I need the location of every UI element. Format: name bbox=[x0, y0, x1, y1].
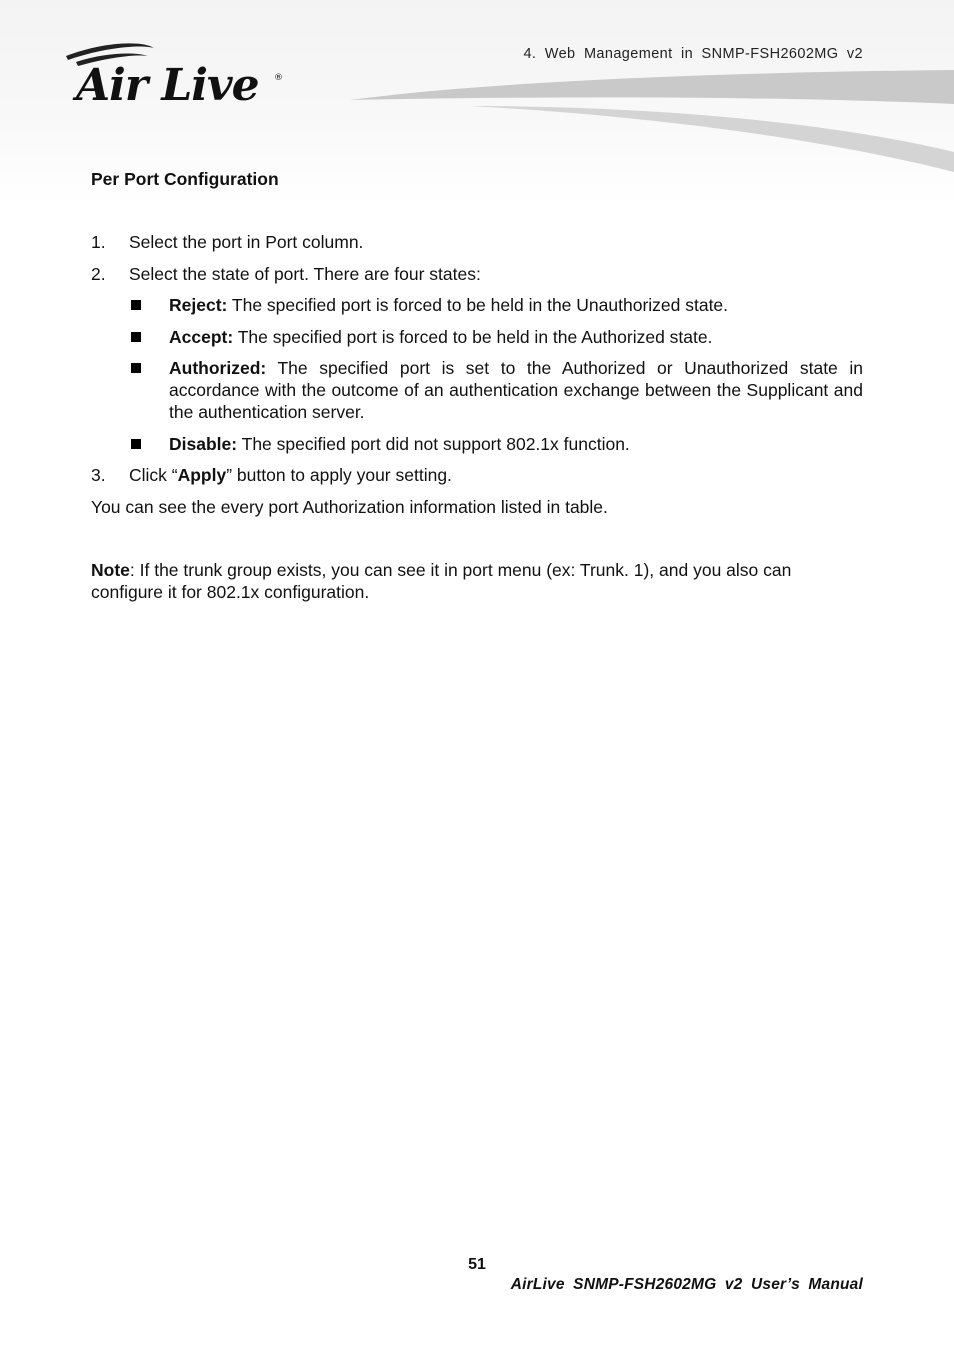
chapter-heading: 4. Web Management in SNMP-FSH2602MG v2 bbox=[523, 46, 863, 62]
step-2 bbox=[91, 263, 863, 285]
square-bullet-icon bbox=[131, 332, 141, 342]
info-paragraph: You can see the every port Authorization information listed in table. bbox=[91, 496, 608, 517]
note-text: : If the trunk group exists, you can see it in port menu (ex: Trunk. 1), and you also can configure it for 802.1x configuration. bbox=[91, 559, 792, 602]
state-list bbox=[129, 294, 863, 455]
section-title: Per Port Configuration bbox=[91, 169, 279, 189]
square-bullet-icon bbox=[131, 363, 141, 373]
state-item-authorized bbox=[129, 357, 863, 423]
step-1 bbox=[91, 231, 863, 253]
step-text bbox=[129, 464, 452, 486]
content-body bbox=[91, 231, 863, 612]
step-3 bbox=[91, 464, 863, 486]
manual-title: AirLive SNMP-FSH2602MG v2 User’s Manual bbox=[510, 1276, 863, 1293]
state-description: The specified port did not support 802.1x function. bbox=[237, 433, 630, 454]
square-bullet-icon bbox=[131, 300, 141, 310]
page-number: 51 bbox=[468, 1256, 486, 1273]
square-bullet-icon bbox=[131, 439, 141, 449]
svg-text:Air Live: Air Live bbox=[76, 60, 259, 106]
apply-keyword: Apply bbox=[177, 465, 227, 485]
note-label: Note bbox=[91, 559, 130, 580]
step-text-prefix: Click “ bbox=[129, 465, 178, 485]
state-description: The specified port is forced to be held in the Authorized state. bbox=[233, 326, 713, 347]
state-label: Disable: bbox=[169, 433, 238, 454]
note-paragraph bbox=[91, 559, 863, 603]
step-text-suffix: ” button to apply your setting. bbox=[226, 465, 452, 485]
state-description: The specified port is forced to be held in the Unauthorized state. bbox=[227, 295, 729, 315]
step-number: 3. bbox=[91, 465, 106, 485]
state-label: Reject: bbox=[169, 295, 228, 315]
step-text: Select the port in Port column. bbox=[129, 232, 364, 252]
state-item-disable bbox=[129, 433, 863, 455]
state-description: The specified port is set to the Authorized or Unauthorized state in accordance with the outcome of an authentication exchange between the Supplicant and the authentication server. bbox=[169, 358, 863, 422]
airlive-logo bbox=[62, 40, 292, 106]
state-item-accept bbox=[129, 326, 863, 348]
step-number: 1. bbox=[91, 232, 106, 252]
step-number: 2. bbox=[91, 263, 106, 284]
state-item-reject bbox=[129, 294, 863, 316]
state-label: Authorized: bbox=[169, 358, 267, 378]
svg-text:®: ® bbox=[274, 73, 283, 83]
header-swoosh bbox=[350, 66, 954, 176]
state-label: Accept: bbox=[169, 326, 234, 347]
step-text: Select the state of port. There are four states: bbox=[129, 263, 481, 284]
